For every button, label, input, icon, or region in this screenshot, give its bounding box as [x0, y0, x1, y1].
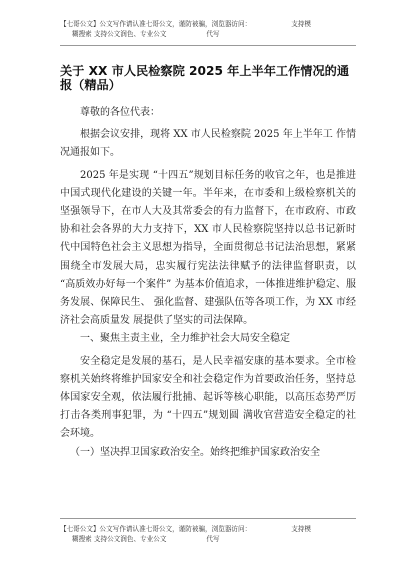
footer-text-2: 糊搜索 支持公文润色、专业公文: [72, 535, 167, 543]
footer-text-1: 【七哥公文】公文写作请认准七哥公文，谨防被骗，浏览器访问：: [60, 525, 252, 533]
document-body: [60, 104, 356, 462]
header-line-2: [60, 29, 360, 39]
footer-text-2-right: 代写: [206, 535, 220, 543]
section-heading-1: 一、聚焦主责主业，全力维护社会大局安全稳定: [80, 333, 290, 345]
salutation: 尊敬的各位代表：: [80, 107, 160, 118]
footer-line-1: [60, 524, 360, 534]
footer-line-2: [60, 534, 360, 544]
document-title: 关于 XX 市人民检察院 2025 年上半年工作情况的通报（精品）: [60, 64, 350, 92]
header-text-1-right: 支持模: [291, 20, 311, 28]
footer-text-1-right: 支持模: [291, 525, 311, 533]
paragraph-intro: 根据会议安排，现将 XX 市人民检察院 2025 年上半年工 作情况通报如下。: [60, 129, 356, 159]
footer-divider: [60, 518, 356, 519]
paragraph-overview: 2025 年是实现 “十四五”规划目标任务的收官之年，也是推进中国式现代化建设的关键一年。半年来，在市委和上级检察机关的坚强领导下，在市人大及其常委会的有力监督下，在市政府、市政协和社会各界的大力支持下，XX 市人民检察院坚持以总书记新时代中国特色社会主义思想为指导，全面贯彻总书记法治思想，紧紧围绕全市发展大局，忠实履行宪法法律赋予的法律监督职责，以 “高质效办好每一个案件” 为基本价值追求，一体推进维护稳定、服务发展、保障民生、 强化监督、建强队伍等各项工作，为 XX 市经济社会高质量发 展提供了坚实的司法保障。: [60, 169, 356, 327]
header-divider: [60, 45, 356, 46]
subsection-heading-1: （一）坚决捍卫国家政治安全。始终把维护国家政治安全: [70, 446, 320, 458]
paragraph-security: 安全稳定是发展的基石，是人民幸福安康的基本要求。全市检察机关始终将维护国家安全和社会稳定作为首要政治任务，坚持总体国家安全观，依法履行批捕、起诉等核心职能，以高压态势严厉打击各类刑事犯罪，为 “十四五”规划圆 满收官营造安全稳定的社会环境。: [60, 355, 356, 440]
header-text-2-right: 代写: [206, 30, 220, 38]
header-line-1: [60, 19, 360, 29]
page-footer: [60, 524, 360, 544]
header-text-2: 糊搜索 支持公文润色、专业公文: [72, 30, 167, 38]
page-header: [60, 19, 360, 39]
header-text-1: 【七哥公文】公文写作请认准七哥公文，谨防被骗，浏览器访问：: [60, 20, 252, 28]
